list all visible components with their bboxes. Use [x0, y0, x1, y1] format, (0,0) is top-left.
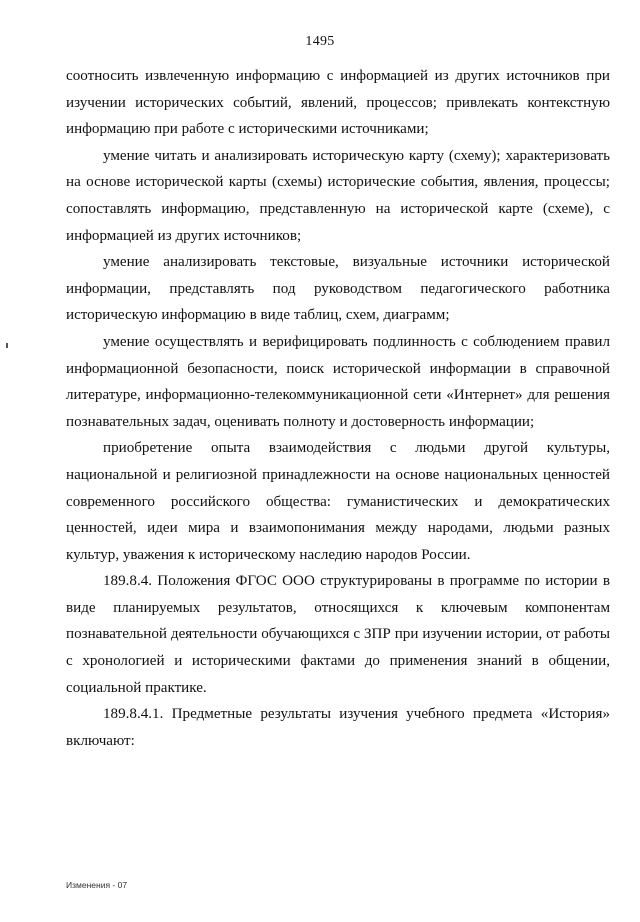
paragraph-6: 189.8.4. Положения ФГОС ООО структурированы в программе по истории в виде планируемых результатов, относящихся к ключевым компонентам познавательной деятельности обучающихся с ЗПР при изучении истории, от работы с хронологией и историческими фактами до применения знаний в общении, социальной практике. [66, 573, 610, 696]
margin-mark [6, 343, 8, 348]
paragraph-7: 189.8.4.1. Предметные результаты изучения учебного предмета «История» включают: [66, 706, 610, 749]
paragraph-3: умение анализировать текстовые, визуальные источники исторической информации, представлять под руководством педагогического работника историческую информацию в виде таблиц, схем, диаграмм; [66, 254, 610, 324]
paragraph-1: соотносить извлеченную информацию с информацией из других источников при изучении исторических событий, явлений, процессов; привлекать контекстную информацию при работе с историческими источниками; [66, 68, 610, 138]
page-body [66, 63, 610, 754]
footer-revision-note: Изменения - 07 [66, 880, 128, 890]
paragraph-2: умение читать и анализировать историческую карту (схему); характеризовать на основе исторической карты (схемы) исторические события, явления, процессы; сопоставлять информацию, представленную на исторической карте (схеме), с информацией из других источников; [66, 147, 610, 244]
paragraph-4: умение осуществлять и верифицировать подлинность с соблюдением правил информационной безопасности, поиск исторической информации в справочной литературе, информационно-телекоммуникационной сети «Интернет» для решения познавательных задач, оценивать полноту и достоверность информации; [66, 333, 610, 430]
paragraph-5: приобретение опыта взаимодействия с людьми другой культуры, национальной и религиозной принадлежности на основе национальных ценностей современного российского общества: гуманистических и демократических ценностей, идеи мира и взаимопонимания между народами, людьми разных культур, уважения к историческому наследию народов России. [66, 440, 610, 563]
page-number: 1495 [305, 34, 335, 49]
